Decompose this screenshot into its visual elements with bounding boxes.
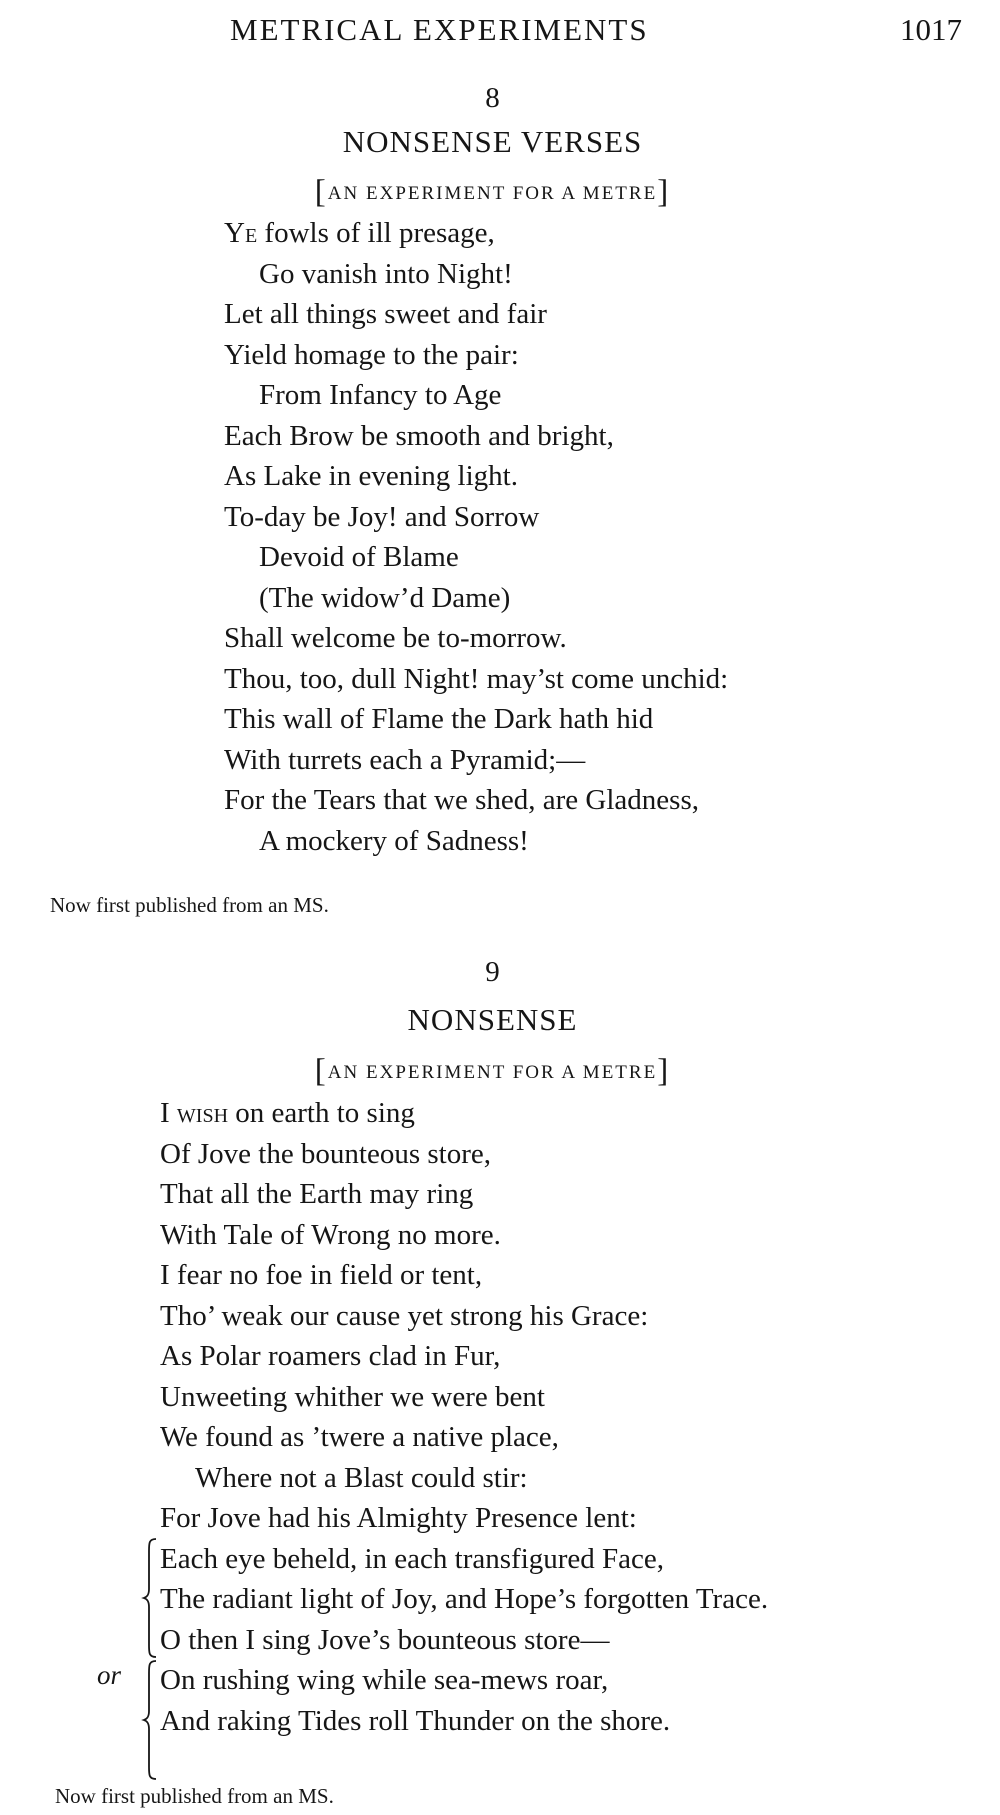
- verse-line: On rushing wing while sea-mews roar,: [160, 1664, 609, 1696]
- verse-line: With turrets each a Pyramid;—: [224, 743, 586, 776]
- publication-note: Now first published from an MS.: [50, 893, 329, 917]
- subtitle-text: AN EXPERIMENT FOR A METRE: [327, 183, 658, 204]
- verse-line: (The widow’d Dame): [259, 581, 511, 614]
- left-brace-glyph: [142, 1537, 158, 1659]
- verse-line: A mockery of Sadness!: [259, 824, 529, 857]
- verse-line: For the Tears that we shed, are Gladness,: [224, 784, 699, 816]
- verse-line: Shall welcome be to-morrow.: [224, 622, 567, 654]
- close-bracket-glyph: ]: [657, 1053, 671, 1089]
- initial-word: Ye: [224, 217, 258, 249]
- verse-line: From Infancy to Age: [259, 379, 502, 411]
- verse-line: We found as ’twere a native place,: [160, 1421, 559, 1453]
- verse-line: That all the Earth may ring: [160, 1178, 474, 1210]
- poem-9-verses: [160, 1093, 1000, 1741]
- verse-line: Devoid of Blame: [259, 541, 459, 573]
- verse-line: Unweeting whither we were bent: [160, 1380, 545, 1413]
- verse-line: Tho’ weak our cause yet strong his Grace:: [160, 1299, 649, 1332]
- running-header: [0, 12, 1000, 56]
- verse-line: [160, 1093, 1000, 1134]
- verse-line: Let all things sweet and fair: [224, 298, 547, 330]
- verse-line: Thou, too, dull Night! may’st come unchid:: [224, 662, 729, 695]
- verse-line: As Lake in evening light.: [224, 460, 518, 492]
- poem-subtitle: [0, 174, 985, 211]
- verse-line: For Jove had his Almighty Presence lent:: [160, 1502, 637, 1534]
- open-bracket-glyph: [: [314, 1053, 328, 1089]
- verse-line: This wall of Flame the Dark hath hid: [224, 703, 654, 735]
- verse-line: To-day be Joy! and Sorrow: [224, 500, 540, 533]
- verse-line: Go vanish into Night!: [259, 257, 513, 290]
- subtitle-text: AN EXPERIMENT FOR A METRE: [327, 1062, 658, 1083]
- verse-line: Each eye beheld, in each transfigured Face,: [160, 1542, 665, 1575]
- poem-subtitle: [0, 1053, 985, 1090]
- verse-line: [224, 213, 1000, 254]
- verse-line-text: fowls of ill presage,: [257, 217, 495, 249]
- poem-title: NONSENSE: [407, 1002, 578, 1037]
- running-title: METRICAL EXPERIMENTS: [230, 12, 649, 47]
- poem-number: 9: [485, 956, 500, 988]
- verse-line-text: on earth to sing: [228, 1097, 415, 1129]
- poem-title: NONSENSE VERSES: [342, 124, 643, 159]
- left-brace-glyph: [142, 1659, 158, 1781]
- open-bracket-glyph: [: [314, 174, 328, 210]
- verse-line: The radiant light of Joy, and Hope’s forgotten Trace.: [160, 1583, 769, 1615]
- variant-label: or: [97, 1660, 122, 1690]
- page-number: 1017: [900, 12, 962, 47]
- verse-line: With Tale of Wrong no more.: [160, 1218, 501, 1251]
- verse-line: As Polar roamers clad in Fur,: [160, 1340, 501, 1372]
- poem-8-verses: [224, 213, 1000, 861]
- verse-line: I fear no foe in field or tent,: [160, 1259, 483, 1291]
- poem-number: 8: [485, 82, 500, 114]
- verse-line: Of Jove the bounteous store,: [160, 1137, 492, 1170]
- verse-line: Yield homage to the pair:: [224, 338, 519, 371]
- close-bracket-glyph: ]: [657, 174, 671, 210]
- verse-line: And raking Tides roll Thunder on the shore.: [160, 1704, 671, 1737]
- initial-word: I wish: [160, 1097, 229, 1129]
- publication-note: Now first published from an MS.: [55, 1784, 334, 1808]
- verse-line: Each Brow be smooth and bright,: [224, 419, 614, 452]
- verse-line: Where not a Blast could stir:: [195, 1461, 528, 1494]
- verse-line: O then I sing Jove’s bounteous store—: [160, 1623, 610, 1656]
